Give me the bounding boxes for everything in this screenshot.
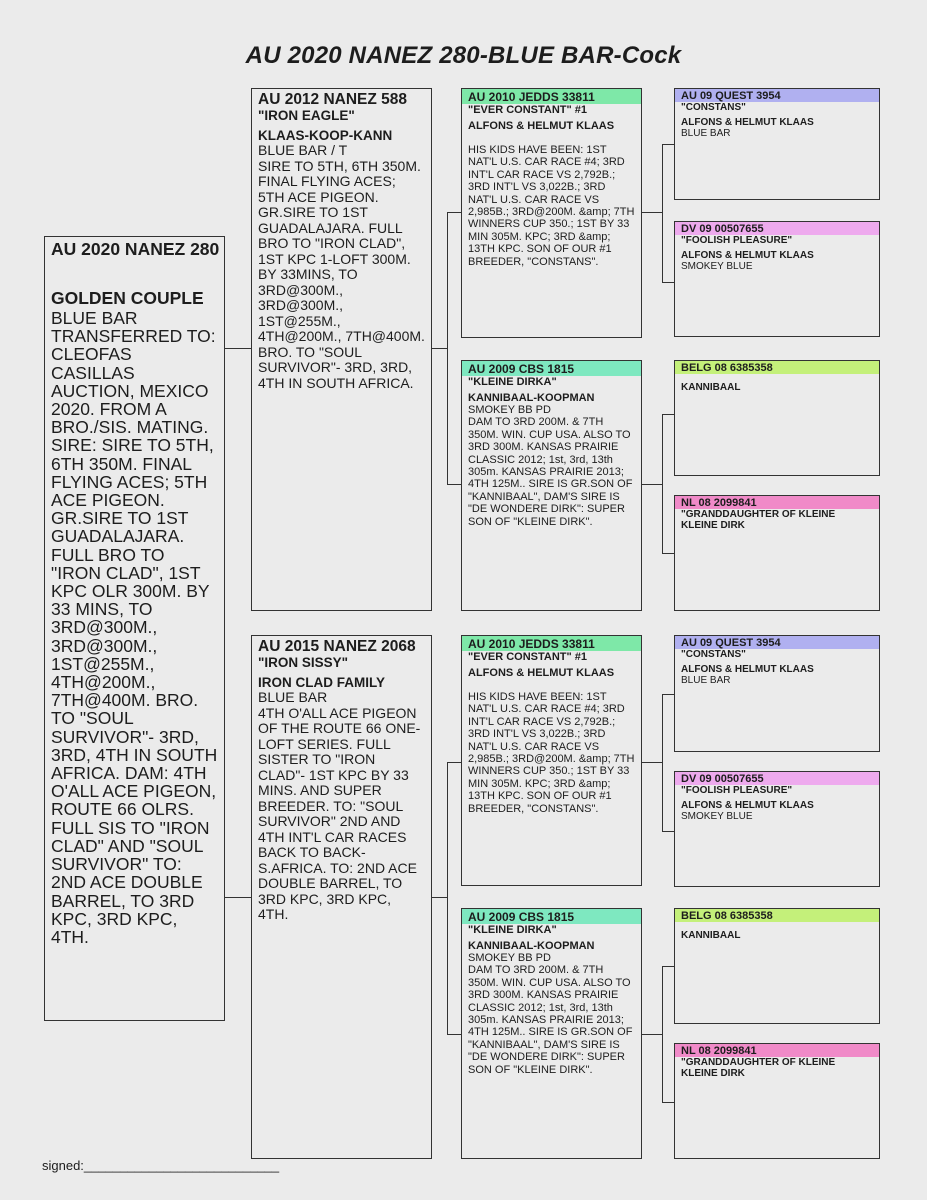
ancestor-card-4 — [674, 495, 880, 611]
dam-dam-strain: KANNIBAAL-KOOPMAN — [468, 940, 595, 952]
ancestor-band-id: BELG 08 6385358 — [675, 909, 879, 922]
ancestor-card-5 — [674, 635, 880, 752]
ancestor-band-id: AU 09 QUEST 3954 — [675, 636, 879, 649]
ancestor-name: "CONSTANS" — [681, 102, 746, 113]
sire-dam-notes: SMOKEY BB PD DAM TO 3RD 200M. & 7TH 350M. WIN. CUP USA. ALSO TO 3RD 300M. KANSAS PRAIRIE CLASSIC 2012; 1st, 3rd, 13th 305m. KANSAS PRAIRIE 2013; 4TH 125M.. SIRE IS GR.SON OF "KANNIBAAL", DAM'S SIRE IS "DE WONDERE DIRK": SUPER SON OF "KLEINE DIRK". — [468, 404, 633, 528]
dam-sire-card — [461, 635, 642, 886]
connector-line — [432, 348, 447, 349]
ancestor-strain: ALFONS & HELMUT KLAAS — [681, 117, 814, 128]
ancestor-band-id: NL 08 2099841 — [675, 1044, 879, 1057]
sire-dam-strain: KANNIBAAL-KOOPMAN — [468, 392, 595, 404]
ancestor-notes: SMOKEY BLUE — [681, 811, 753, 822]
connector-line — [662, 966, 663, 1102]
sire-card — [251, 88, 432, 611]
connector-line — [225, 897, 251, 898]
ancestor-name: "GRANDDAUGHTER OF KLEINE — [681, 1057, 836, 1068]
connector-line — [662, 831, 674, 832]
connector-line — [225, 348, 251, 349]
ancestor-strain: ALFONS & HELMUT KLAAS — [681, 250, 814, 261]
dam-sire-name: "EVER CONSTANT" #1 — [468, 651, 588, 663]
connector-line — [662, 414, 674, 415]
ancestor-card-3 — [674, 360, 880, 476]
dam-notes: BLUE BAR 4TH O'ALL ACE PIGEON OF THE ROUTE 66 ONE-LOFT SERIES. FULL SISTER TO "IRON CLAD"- 1ST KPC BY 33 MINS. AND SUPER BREEDER. TO: "SOUL SURVIVOR" 2ND AND 4TH INT'L CAR RACES BACK TO BACK- S.AFRICA. TO: 2ND ACE DOUBLE BARREL, TO 3RD KPC, 3RD KPC, 4TH. — [258, 689, 421, 922]
ancestor-name: "CONSTANS" — [681, 649, 746, 660]
ancestor-card-7 — [674, 908, 880, 1024]
dam-sire-strain: ALFONS & HELMUT KLAAS — [468, 667, 615, 679]
dam-dam-band-id: AU 2009 CBS 1815 — [462, 909, 641, 924]
sire-dam-band-id: AU 2009 CBS 1815 — [462, 361, 641, 376]
dam-dam-notes: SMOKEY BB PD DAM TO 3RD 200M. & 7TH 350M. WIN. CUP USA. ALSO TO 3RD 300M. KANSAS PRAIRIE CLASSIC 2012; 1st, 3rd, 13th 305m. KANSAS PRAIRIE 2013; 4TH 125M.. SIRE IS GR.SON OF "KANNIBAAL", DAM'S SIRE IS "DE WONDERE DIRK": SUPER SON OF "KLEINE DIRK". — [468, 952, 633, 1076]
dam-strain: IRON CLAD FAMILY — [258, 675, 386, 690]
subject-notes: BLUE BAR TRANSFERRED TO: CLEOFAS CASILLAS AUCTION, MEXICO 2020. FROM A BRO./SIS. MATING. SIRE: SIRE TO 5TH, 6TH 350M. FINAL FLYING ACES; 5TH ACE PIGEON. GR.SIRE TO 1ST GUADALAJARA. FULL BRO TO "IRON CLAD", 1ST KPC OLR 300M. BY 33 MINS, TO 3RD@300M., 3RD@300M., 1ST@255M., 4TH@200M., 7TH@400M. BRO. TO "SOUL SURVIVOR"- 3RD, 3RD, 4TH IN SOUTH AFRICA. DAM: 4TH O'ALL ACE PIGEON, ROUTE 66 OLRS. FULL SIS TO "IRON CLAD" AND "SOUL SURVIVOR" TO: 2ND ACE DOUBLE BARREL, TO 3RD KPC, 3RD KPC, 4TH. — [51, 308, 218, 947]
sire-dam-name: "KLEINE DIRKA" — [468, 376, 557, 388]
dam-sire-notes: HIS KIDS HAVE BEEN: 1ST NAT'L U.S. CAR RACE #4; 3RD INT'L CAR RACE VS 2,792B.; 3RD INT'L VS 3,022B.; 3RD NAT'L U.S. CAR RACE VS 2,985B.; 3RD@200M. &amp; 7TH WINNERS CUP 350.; 1ST BY 33 MIN 305M. KPC; 3RD &amp; 13TH KPC. SON OF OUR #1 BREEDER, "CONSTANS". — [468, 691, 635, 815]
connector-line — [662, 694, 663, 831]
ancestor-strain: ALFONS & HELMUT KLAAS — [681, 664, 814, 675]
dam-card — [251, 635, 432, 1159]
ancestor-name: "FOOLISH PLEASURE" — [681, 235, 793, 246]
ancestor-notes: BLUE BAR — [681, 675, 731, 686]
connector-line — [447, 212, 448, 484]
sire-dam-card — [461, 360, 642, 611]
connector-line — [642, 1034, 662, 1035]
subject-name: GOLDEN COUPLE — [51, 288, 204, 308]
connector-line — [642, 212, 662, 213]
dam-dam-card — [461, 908, 642, 1159]
connector-line — [662, 966, 674, 967]
sire-notes: BLUE BAR / T SIRE TO 5TH, 6TH 350M. FINAL FLYING ACES; 5TH ACE PIGEON. GR.SIRE TO 1ST GUADALAJARA. FULL BRO TO "IRON CLAD", 1ST KPC 1-LOFT 300M. BY 33MINS, TO 3RD@300M., 3RD@300M., 1ST@255M., 4TH@200M., 7TH@400M. BRO. TO "SOUL SURVIVOR"- 3RD, 3RD, 4TH IN SOUTH AFRICA. — [258, 142, 425, 391]
connector-line — [662, 414, 663, 553]
ancestor-card-2 — [674, 221, 880, 337]
sire-sire-card — [461, 88, 642, 338]
ancestor-notes: BLUE BAR — [681, 128, 731, 139]
signature-line: signed:___________________________ — [42, 1158, 280, 1173]
connector-line — [447, 1034, 461, 1035]
dam-name: "IRON SISSY" — [258, 655, 349, 670]
ancestor-band-id: AU 09 QUEST 3954 — [675, 89, 879, 102]
connector-line — [447, 484, 461, 485]
ancestor-card-8 — [674, 1043, 880, 1159]
connector-line — [432, 897, 447, 898]
connector-line — [447, 212, 461, 213]
connector-line — [662, 553, 674, 554]
connector-line — [662, 144, 674, 145]
ancestor-strain: KANNIBAAL — [681, 382, 741, 393]
ancestor-band-id: DV 09 00507655 — [675, 772, 879, 785]
connector-line — [662, 1102, 674, 1103]
connector-line — [642, 484, 662, 485]
page-title: AU 2020 NANEZ 280-BLUE BAR-Cock — [245, 42, 682, 69]
connector-line — [662, 694, 674, 695]
ancestor-band-id: NL 08 2099841 — [675, 496, 879, 509]
sire-strain: KLAAS-KOOP-KANN — [258, 128, 393, 143]
ancestor-card-1 — [674, 88, 880, 200]
ancestor-strain: KLEINE DIRK — [681, 520, 745, 531]
subject-card — [44, 236, 225, 1021]
sire-sire-strain: ALFONS & HELMUT KLAAS — [468, 120, 615, 132]
ancestor-strain: KANNIBAAL — [681, 930, 741, 941]
connector-line — [642, 762, 662, 763]
dam-dam-name: "KLEINE DIRKA" — [468, 924, 557, 936]
connector-line — [662, 144, 663, 282]
sire-sire-notes: HIS KIDS HAVE BEEN: 1ST NAT'L U.S. CAR RACE #4; 3RD INT'L CAR RACE VS 2,792B.; 3RD INT'L VS 3,022B.; 3RD NAT'L U.S. CAR RACE VS 2,985B.; 3RD@200M. &amp; 7TH WINNERS CUP 350.; 1ST BY 33 MIN 305M. KPC; 3RD &amp; 13TH KPC. SON OF OUR #1 BREEDER, "CONSTANS". — [468, 144, 635, 268]
sire-name: "IRON EAGLE" — [258, 108, 355, 123]
ancestor-card-6 — [674, 771, 880, 887]
ancestor-band-id: DV 09 00507655 — [675, 222, 879, 235]
connector-line — [447, 762, 448, 1034]
dam-band-id: AU 2015 NANEZ 2068 — [258, 638, 416, 655]
connector-line — [447, 762, 461, 763]
ancestor-name: "FOOLISH PLEASURE" — [681, 785, 793, 796]
ancestor-notes: SMOKEY BLUE — [681, 261, 753, 272]
ancestor-name: "GRANDDAUGHTER OF KLEINE — [681, 509, 836, 520]
sire-sire-band-id: AU 2010 JEDDS 33811 — [462, 89, 641, 104]
sire-band-id: AU 2012 NANEZ 588 — [258, 91, 408, 108]
sire-sire-name: "EVER CONSTANT" #1 — [468, 104, 588, 116]
ancestor-strain: ALFONS & HELMUT KLAAS — [681, 800, 814, 811]
subject-band-id: AU 2020 NANEZ 280 — [51, 239, 220, 259]
connector-line — [662, 282, 674, 283]
ancestor-strain: KLEINE DIRK — [681, 1068, 745, 1079]
dam-sire-band-id: AU 2010 JEDDS 33811 — [462, 636, 641, 651]
ancestor-band-id: BELG 08 6385358 — [675, 361, 879, 374]
